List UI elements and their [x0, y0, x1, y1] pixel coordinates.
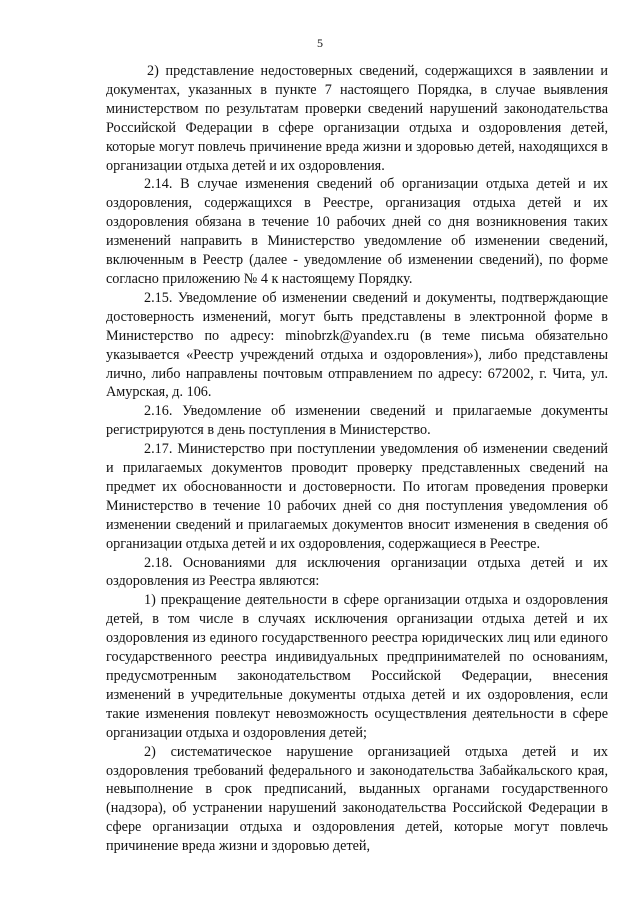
paragraph-2-18: 2.18. Основаниями для исключения организации отдыха детей и их оздоровления из Реестра являются:: [106, 554, 608, 590]
document-body: [106, 62, 608, 856]
paragraph-item-2-violations: 2) систематическое нарушение организацией отдыха детей и их оздоровления требований федерального и законодательства Забайкальского края, невыполнение в срок предписаний, выданных органами государственного (надзора), об устранении нарушений законодательства Российской Федерации в сфере организации отдыха и оздоровления детей, которые могут повлечь причинение вреда жизни и здоровью детей,: [106, 743, 608, 855]
paragraph-item-2-false-info: 2) представление недостоверных сведений, содержащихся в заявлении и документах, указанных в пункте 7 настоящего Порядка, в случае выявления министерством по результатам проверки сведений нарушений законодательства Российской Федерации в сфере организации отдыха и оздоровления детей, которые могут повлечь причинение вреда жизни и здоровью детей, находящихся в организации отдыха детей и их оздоровления.: [106, 63, 608, 174]
paragraph-2-17: 2.17. Министерство при поступлении уведомления об изменении сведений и прилагаемых документов проводит проверку представленных сведений на предмет их обоснованности и достоверности. По итогам проведения проверки Министерство в течение 10 рабочих дней со дня поступления уведомления об изменении сведений и прилагаемых документов вносит изменения в сведения об организации отдыха детей и их оздоровления, содержащиеся в Реестре.: [106, 441, 608, 552]
paragraph-2-16: 2.16. Уведомление об изменении сведений и прилагаемые документы регистрируются в день поступления в Министерство.: [106, 403, 608, 439]
paragraph-2-14: 2.14. В случае изменения сведений об организации отдыха детей и их оздоровления, содержащихся в Реестре, организация отдыха детей и их оздоровления обязана в течение 10 рабочих дней со дня возникновения таких изменений направить в Министерство уведомление об изменении сведений, включенным в Реестр (далее - уведомление об изменении сведений), по форме согласно приложению № 4 к настоящему Порядку.: [106, 176, 608, 287]
page-number: 5: [317, 36, 323, 50]
paragraph-2-15: 2.15. Уведомление об изменении сведений и документы, подтверждающие достоверность изменений, могут быть представлены в электронной форме в Министерство по адресу: minobrzk@yandex.ru (в теме письма обязательно указывается «Реестр учреждений отдыха и оздоровления»), либо представлены лично, либо направлены почтовым отправлением по адресу: 672002, г. Чита, ул. Амурская, д. 106.: [106, 289, 608, 401]
paragraph-item-1-termination: 1) прекращение деятельности в сфере организации отдыха и оздоровления детей, в том числе в случаях исключения организации отдыха детей и их оздоровления из единого государственного реестра юридических лиц или единого государственного реестра индивидуальных предпринимателей по основаниям, предусмотренным законодательством Российской Федерации, внесения изменений в учредительные документы отдыха детей и их оздоровления, если такие изменения повлекут невозможность осуществления деятельности в сфере организации отдыха и оздоровления детей;: [106, 592, 608, 741]
